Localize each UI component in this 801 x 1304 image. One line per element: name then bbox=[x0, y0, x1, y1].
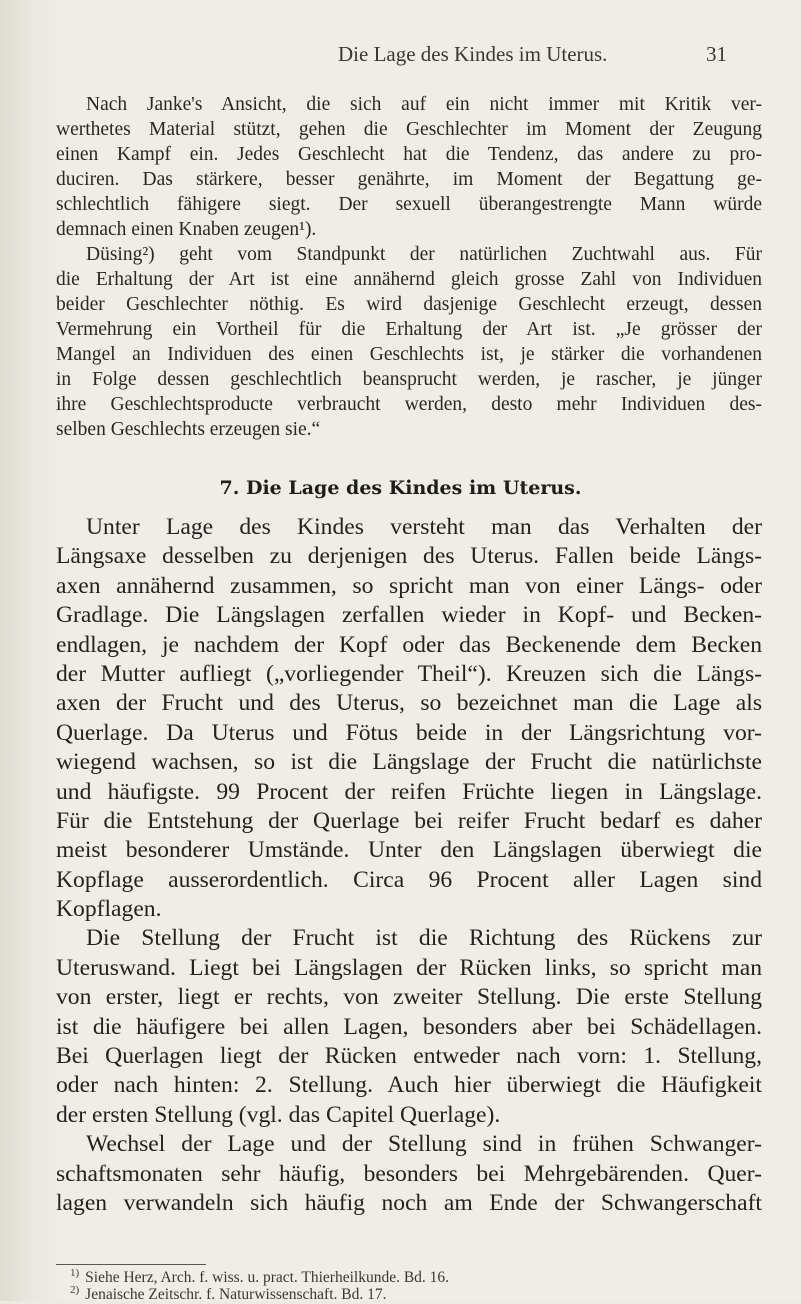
text-line: ist die häufigere bei allen Lagen, besonders aber bei Schädellagen. bbox=[56, 1013, 762, 1040]
page-number: 31 bbox=[706, 42, 727, 66]
text-line: werthetes Material stützt, gehen die Geschlechter im Moment der Zeugung bbox=[56, 119, 762, 140]
text-line: meist besonderer Umstände. Unter den Längslagen überwiegt die bbox=[56, 837, 762, 864]
text-line: axen annähernd zusammen, so spricht man von einer Längs- oder bbox=[56, 572, 762, 599]
text-line: ihre Geschlechtsproducte verbraucht werden, desto mehr Individuen des- bbox=[56, 394, 762, 415]
text-line: endlagen, je nachdem der Kopf oder das Beckenende dem Becken bbox=[56, 631, 762, 658]
text-line: Gradlage. Die Längslagen zerfallen wieder in Kopf- und Becken- bbox=[56, 602, 762, 629]
text-line: Bei Querlagen liegt der Rücken entweder nach vorn: 1. Stellung, bbox=[56, 1043, 762, 1070]
intro-paragraph-1 bbox=[56, 92, 762, 242]
text-line: einen Kampf ein. Jedes Geschlecht hat die Tendenz, das andere zu pro- bbox=[56, 144, 762, 165]
section-heading: 7. Die Lage des Kindes im Uterus. bbox=[219, 477, 582, 499]
text-line: Wechsel der Lage und der Stellung sind in frühen Schwanger- bbox=[86, 1131, 762, 1158]
intro-paragraph-2 bbox=[56, 242, 762, 442]
text-line: selben Geschlechts erzeugen sie.“ bbox=[56, 419, 321, 440]
text-line: der ersten Stellung (vgl. das Capitel Querlage). bbox=[56, 1101, 501, 1128]
text-line: der Mutter aufliegt („vorliegender Theil“). Kreuzen sich die Längs- bbox=[56, 660, 762, 687]
text-line: schlechtlich fähigere siegt. Der sexuell überangestrengte Mann würde bbox=[56, 194, 762, 215]
text-line: Düsing²) geht vom Standpunkt der natürlichen Zuchtwahl aus. Für bbox=[86, 244, 762, 265]
text-line: Vermehrung ein Vortheil für die Erhaltung der Art ist. „Je grösser der bbox=[56, 319, 762, 340]
footnote-2 bbox=[70, 1284, 386, 1304]
text-line: beider Geschlechter nöthig. Es wird dasjenige Geschlecht erzeugt, dessen bbox=[56, 294, 762, 315]
running-title: Die Lage des Kindes im Uterus. bbox=[338, 42, 608, 66]
text-line: axen der Frucht und des Uterus, so bezeichnet man die Lage als bbox=[56, 690, 762, 717]
text-line: demnach einen Knaben zeugen¹). bbox=[56, 219, 317, 240]
main-text bbox=[56, 513, 762, 1218]
text-line: die Erhaltung der Art ist eine annähernd gleich grosse Zahl von Individuen bbox=[56, 269, 762, 290]
text-line: Kopflage ausserordentlich. Circa 96 Procent aller Lagen sind bbox=[56, 866, 762, 893]
text-line: Mangel an Individuen des einen Geschlechts ist, je stärker die vorhandenen bbox=[56, 344, 762, 365]
text-line: Uteruswand. Liegt bei Längslagen der Rücken links, so spricht man bbox=[56, 954, 762, 981]
footnote-mark: 1) bbox=[70, 1267, 80, 1279]
text-line: von erster, liegt er rechts, von zweiter Stellung. Die erste Stellung bbox=[56, 984, 762, 1011]
running-head bbox=[0, 42, 801, 72]
text-line: Querlage. Da Uterus und Fötus beide in der Längsrichtung vor- bbox=[56, 719, 762, 746]
text-line: Nach Janke's Ansicht, die sich auf ein nicht immer mit Kritik ver- bbox=[86, 94, 762, 115]
text-line: Die Stellung der Frucht ist die Richtung des Rückens zur bbox=[86, 925, 762, 952]
footnote-text: Siehe Herz, Arch. f. wiss. u. pract. Thierheilkunde. Bd. 16. bbox=[85, 1269, 450, 1287]
text-line: oder nach hinten: 2. Stellung. Auch hier überwiegt die Häufigkeit bbox=[56, 1072, 762, 1099]
footnote-text: Jenaische Zeitschr. f. Naturwissenschaft. Bd. 17. bbox=[85, 1286, 387, 1304]
text-line: Für die Entstehung der Querlage bei reifer Frucht bedarf es daher bbox=[56, 807, 762, 834]
text-line: Unter Lage des Kindes versteht man das Verhalten der bbox=[86, 514, 762, 540]
footnote-divider bbox=[56, 1264, 206, 1265]
text-line: und häufigste. 99 Procent der reifen Früchte liegen in Längslage. bbox=[56, 778, 762, 805]
text-line: duciren. Das stärkere, besser genährte, im Moment der Begattung ge- bbox=[56, 169, 762, 190]
text-line: Kopflagen. bbox=[56, 896, 162, 923]
footnote-mark: 2) bbox=[70, 1284, 80, 1296]
text-line: Längsaxe desselben zu derjenigen des Uterus. Fallen beide Längs- bbox=[56, 543, 762, 570]
text-line: schaftsmonaten sehr häufig, besonders bei Mehrgebärenden. Quer- bbox=[56, 1160, 762, 1187]
text-line: wiegend wachsen, so ist die Längslage der Frucht die natürlichste bbox=[56, 749, 762, 776]
text-line: in Folge dessen geschlechtlich beansprucht werden, je rascher, je jünger bbox=[56, 369, 762, 390]
text-line: lagen verwandeln sich häufig noch am Ende der Schwangerschaft bbox=[56, 1189, 762, 1216]
